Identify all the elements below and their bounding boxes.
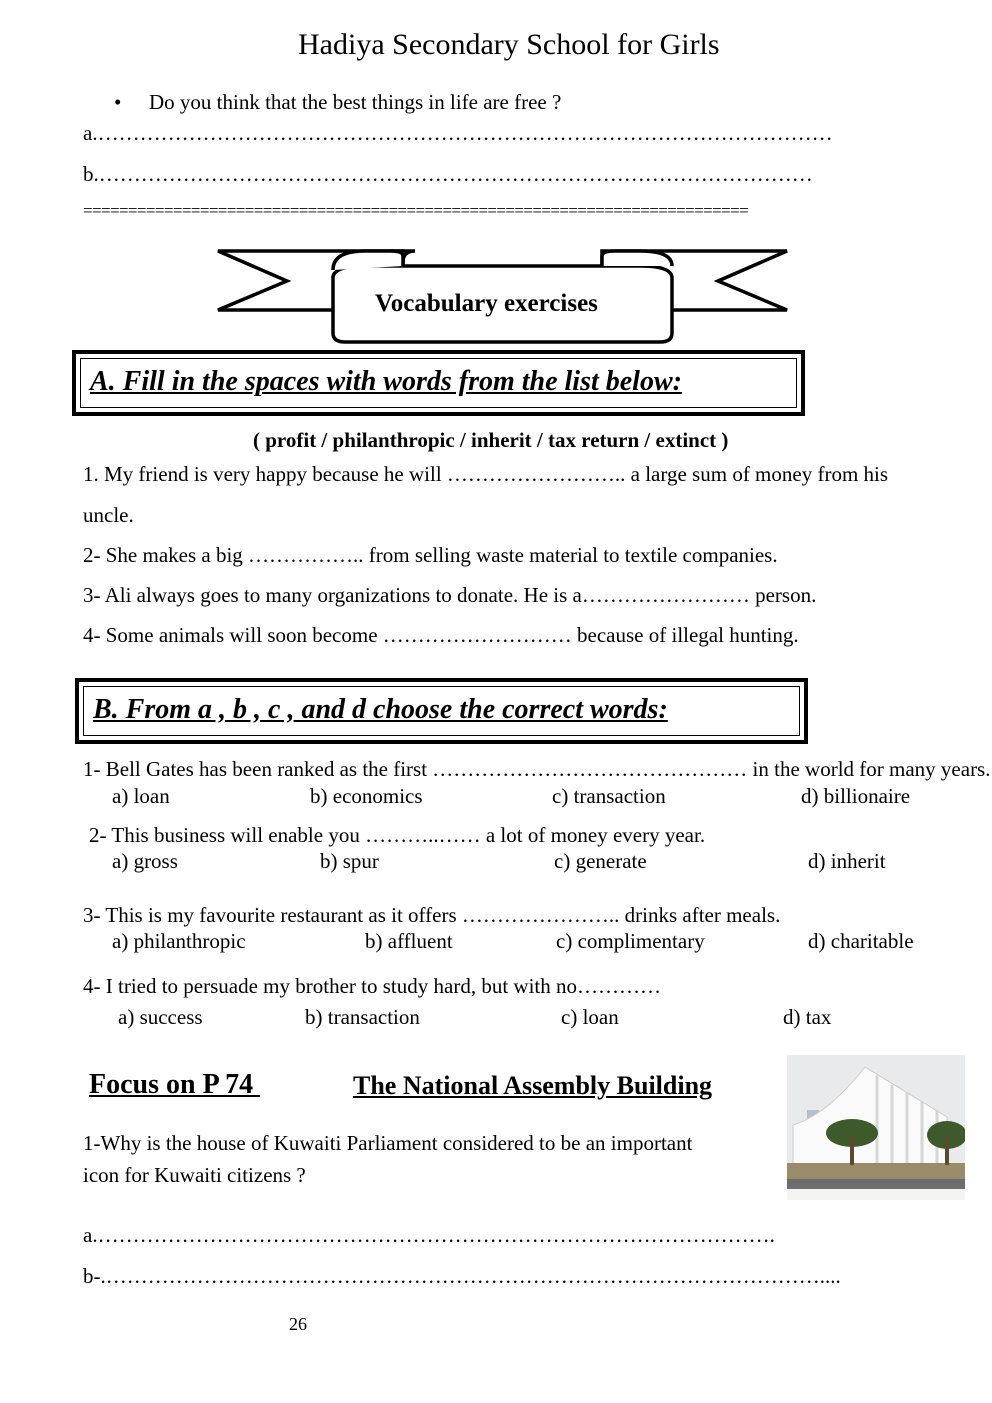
mcq-4: 4- I tried to persuade my brother to study hard, but with no………… bbox=[83, 974, 661, 998]
mcq-3-option-a: a) philanthropic bbox=[112, 929, 246, 953]
focus-label: Focus on P 74 bbox=[89, 1069, 261, 1100]
mcq-3-option-c: c) complimentary bbox=[556, 929, 705, 953]
mcq-4-option-a: a) success bbox=[118, 1005, 203, 1029]
focus-question-line-2: icon for Kuwaiti citizens ? bbox=[83, 1163, 306, 1187]
mcq-3-option-b: b) affluent bbox=[365, 929, 453, 953]
national-assembly-building-photo bbox=[787, 1055, 965, 1200]
answer-line-a: a.…………………………………………………………………………………………… bbox=[83, 121, 833, 145]
page-number: 26 bbox=[289, 1314, 307, 1334]
fill-item-2: 2- She makes a big …………….. from selling waste material to textile companies. bbox=[83, 543, 778, 567]
section-b-heading-box bbox=[75, 678, 808, 744]
bullet-icon: • bbox=[114, 90, 122, 114]
mcq-2: 2- This business will enable you ………..…… a lot of money every year. bbox=[89, 823, 706, 847]
mcq-1-option-a: a) loan bbox=[112, 784, 170, 808]
mcq-1-option-b: b) economics bbox=[310, 784, 423, 808]
answer-line-b: b.………………………………………………………………………………………… bbox=[83, 162, 813, 186]
intro-question: Do you think that the best things in life are free ? bbox=[149, 90, 562, 114]
section-a-heading-box bbox=[72, 350, 805, 416]
mcq-4-option-c: c) loan bbox=[561, 1005, 619, 1029]
fill-item-4: 4- Some animals will soon become ……………………… because of illegal hunting. bbox=[83, 623, 799, 647]
fill-item-3: 3- Ali always goes to many organizations to donate. He is a…………………… person. bbox=[83, 583, 817, 607]
fill-item-1-cont: uncle. bbox=[83, 503, 134, 527]
section-b-heading: B. From a , b , c , and d choose the correct words: bbox=[93, 694, 668, 725]
mcq-1-option-c: c) transaction bbox=[552, 784, 666, 808]
mcq-2-option-a: a) gross bbox=[112, 849, 178, 873]
mcq-1-option-d: d) billionaire bbox=[801, 784, 911, 808]
focus-answer-a: a.……………………………………………………………………………………. bbox=[83, 1223, 775, 1247]
mcq-2-option-b: b) spur bbox=[320, 849, 379, 873]
mcq-3-option-d: d) charitable bbox=[808, 929, 914, 953]
focus-answer-b: b-.………………………………………………………………………………………….... bbox=[83, 1264, 841, 1288]
mcq-1: 1- Bell Gates has been ranked as the first ……………………………………… in the world for many years. bbox=[83, 757, 991, 781]
divider: ========================================================================== bbox=[83, 201, 749, 220]
banner-title: Vocabulary exercises bbox=[375, 290, 598, 317]
mcq-2-option-c: c) generate bbox=[554, 849, 647, 873]
section-a-heading: A. Fill in the spaces with words from the list below: bbox=[90, 366, 682, 397]
word-list: ( profit / philanthropic / inherit / tax return / extinct ) bbox=[253, 428, 729, 452]
focus-title: The National Assembly Building bbox=[353, 1071, 713, 1100]
school-title: Hadiya Secondary School for Girls bbox=[298, 28, 720, 61]
mcq-4-option-d: d) tax bbox=[783, 1005, 832, 1029]
mcq-3: 3- This is my favourite restaurant as it offers ………………….. drinks after meals. bbox=[83, 903, 781, 927]
mcq-2-option-d: d) inherit bbox=[808, 849, 886, 873]
focus-question-line-1: 1-Why is the house of Kuwaiti Parliament considered to be an important bbox=[83, 1131, 693, 1155]
fill-item-1: 1. My friend is very happy because he will …………………….. a large sum of money from his bbox=[83, 462, 889, 486]
mcq-4-option-b: b) transaction bbox=[305, 1005, 420, 1029]
